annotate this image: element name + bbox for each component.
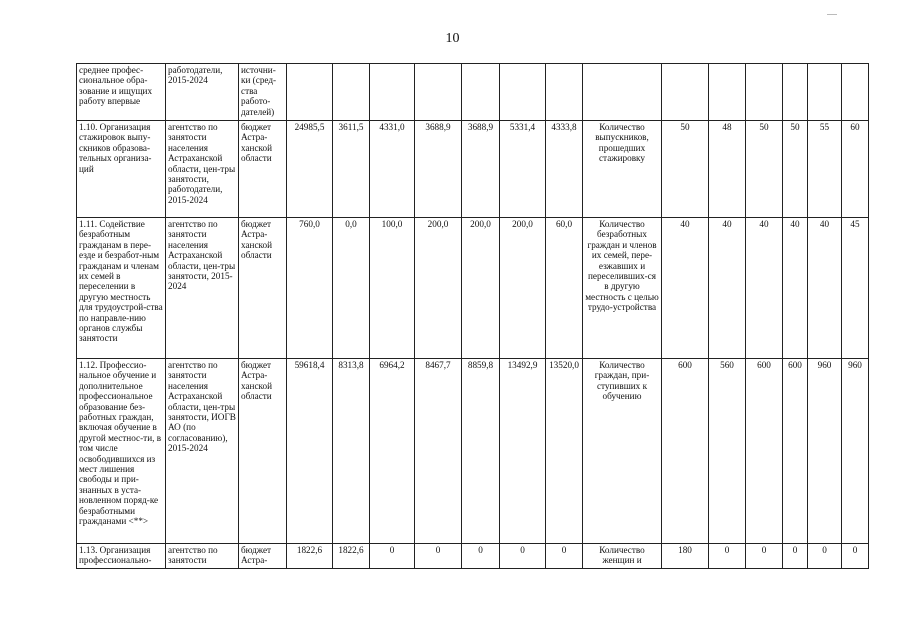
indicator-cell: Количество граждан, при-ступивших к обучению [583, 359, 662, 544]
target-value-cell: 960 [842, 359, 869, 544]
page-number: 10 [445, 31, 460, 46]
measure-name-cell: 1.10. Организация стажировок выпу-скников образова-тельных организа-ций [77, 121, 166, 218]
indicator-cell: Количество выпускников, прошедших стажировку [583, 121, 662, 218]
target-value-cell: 560 [709, 359, 746, 544]
target-value-cell: 600 [662, 359, 709, 544]
target-value-cell: 55 [808, 121, 842, 218]
indicator-cell: Количество женщин и [583, 544, 662, 569]
funding-value-cell: 4331,0 [370, 121, 415, 218]
funding-value-cell: 0 [546, 544, 583, 569]
target-value-cell: 0 [783, 544, 808, 569]
funding-value-cell: 59618,4 [287, 359, 333, 544]
target-value-cell: 0 [808, 544, 842, 569]
indicator-cell [583, 64, 662, 121]
funding-value-cell: 0 [370, 544, 415, 569]
measure-name-cell: 1.11. Содействие безработным гражданам в пере-езде и безработ-ным гражданам и членам их семей в переселении в другую местность для трудоустрой-ства по направле-нию органов службы занятости [77, 218, 166, 359]
funding-value-cell: 200,0 [462, 218, 500, 359]
target-value-cell: 0 [709, 544, 746, 569]
funding-value-cell: 200,0 [415, 218, 462, 359]
executors-cell: агентство по занятости [166, 544, 239, 569]
funding-value-cell: 100,0 [370, 218, 415, 359]
funding-value-cell: 8467,7 [415, 359, 462, 544]
executors-cell: агентство по занятости населения Астраханской области, цен-тры занятости, 2015-2024 [166, 218, 239, 359]
funding-value-cell: 3688,9 [415, 121, 462, 218]
table-row [77, 359, 869, 544]
funding-value-cell: 0 [500, 544, 546, 569]
target-value-cell [746, 64, 783, 121]
target-value-cell: 45 [842, 218, 869, 359]
target-value-cell: 50 [746, 121, 783, 218]
executors-cell: агентство по занятости населения Астраханской области, цен-тры занятости, ИОГВ АО (по согласованию), 2015-2024 [166, 359, 239, 544]
target-value-cell [709, 64, 746, 121]
funding-source-cell: бюджет Астра-ханской области [239, 359, 287, 544]
executors-cell: работодатели, 2015-2024 [166, 64, 239, 121]
funding-value-cell: 760,0 [287, 218, 333, 359]
funding-value-cell [333, 64, 370, 121]
funding-value-cell: 8313,8 [333, 359, 370, 544]
table-row [77, 544, 869, 569]
funding-value-cell: 13520,0 [546, 359, 583, 544]
funding-source-cell: бюджет Астра-ханской области [239, 121, 287, 218]
funding-value-cell: 1822,6 [333, 544, 370, 569]
target-value-cell: 40 [783, 218, 808, 359]
funding-value-cell [287, 64, 333, 121]
target-value-cell: 40 [709, 218, 746, 359]
funding-value-cell [370, 64, 415, 121]
funding-value-cell: 8859,8 [462, 359, 500, 544]
measure-name-cell: 1.12. Профессио-нальное обучение и дополнительное профессиональное образование без-работных граждан, включая обучение в другой местнос-ти, в том числе освободившихся из мест лишения свободы и при-знанных в уста-новленном поряд-ке безработными гражданами <**> [77, 359, 166, 544]
program-table [76, 63, 869, 569]
funding-value-cell [462, 64, 500, 121]
funding-value-cell: 1822,6 [287, 544, 333, 569]
funding-source-cell: источни-ки (сред-ства работо-дателей) [239, 64, 287, 121]
target-value-cell [783, 64, 808, 121]
table-row [77, 121, 869, 218]
target-value-cell: 180 [662, 544, 709, 569]
scan-mark [827, 14, 837, 15]
funding-value-cell: 0,0 [333, 218, 370, 359]
target-value-cell: 60 [842, 121, 869, 218]
target-value-cell: 50 [783, 121, 808, 218]
funding-value-cell: 13492,9 [500, 359, 546, 544]
measure-name-cell: 1.13. Организация профессионально- [77, 544, 166, 569]
target-value-cell: 0 [842, 544, 869, 569]
funding-source-cell: бюджет Астра-ханской области [239, 218, 287, 359]
target-value-cell: 40 [662, 218, 709, 359]
funding-value-cell: 24985,5 [287, 121, 333, 218]
funding-value-cell: 200,0 [500, 218, 546, 359]
funding-value-cell: 4333,8 [546, 121, 583, 218]
target-value-cell: 600 [783, 359, 808, 544]
funding-value-cell: 6964,2 [370, 359, 415, 544]
funding-value-cell [500, 64, 546, 121]
target-value-cell: 50 [662, 121, 709, 218]
target-value-cell: 0 [746, 544, 783, 569]
funding-value-cell [546, 64, 583, 121]
funding-value-cell: 3688,9 [462, 121, 500, 218]
funding-value-cell: 5331,4 [500, 121, 546, 218]
target-value-cell: 960 [808, 359, 842, 544]
target-value-cell [842, 64, 869, 121]
target-value-cell: 600 [746, 359, 783, 544]
funding-value-cell: 0 [415, 544, 462, 569]
target-value-cell: 48 [709, 121, 746, 218]
target-value-cell: 40 [746, 218, 783, 359]
indicator-cell: Количество безработных граждан и членов их семей, пере-езжавших и переселивших-ся в другую местность с целью трудо-устройства [583, 218, 662, 359]
target-value-cell [808, 64, 842, 121]
funding-value-cell: 3611,5 [333, 121, 370, 218]
executors-cell: агентство по занятости населения Астраханской области, цен-тры занятости, работодатели, 2015-2024 [166, 121, 239, 218]
funding-source-cell: бюджет Астра- [239, 544, 287, 569]
table-row [77, 218, 869, 359]
funding-value-cell [415, 64, 462, 121]
table-row [77, 64, 869, 121]
measure-name-cell: среднее профес-сиональное обра-зование и ищущих работу впервые [77, 64, 166, 121]
target-value-cell [662, 64, 709, 121]
funding-value-cell: 60,0 [546, 218, 583, 359]
funding-value-cell: 0 [462, 544, 500, 569]
target-value-cell: 40 [808, 218, 842, 359]
